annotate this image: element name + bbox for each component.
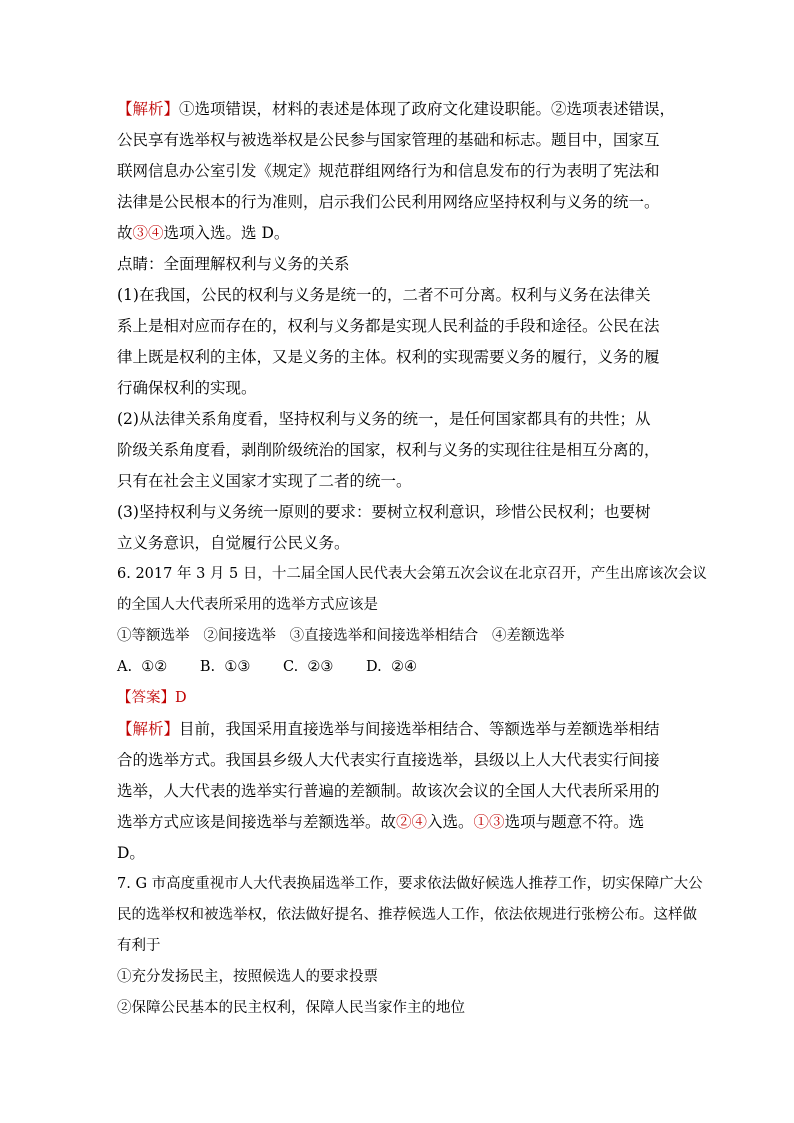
q6-analysis-text-a: 选举方式应该是间接选举与差额选举。故 <box>117 813 397 831</box>
q6-options <box>117 652 687 683</box>
q5-analysis-conclusion: 选项入选。选 D。 <box>163 224 290 242</box>
q6-stem-line-1: 6. 2017 年 3 月 5 日，十二届全国人民代表大会第五次会议在北京召开，产生出席该次会议 <box>117 566 707 582</box>
tip-p3-line: (3)坚持权利与义务统一原则的要求：要树立权利意识，珍惜公民权利；也要树 <box>117 503 651 521</box>
q7-statement-1: ①充分发扬民主，按照候选人的要求投票 <box>117 969 378 985</box>
tip-p2-line: (2)从法律关系角度看，坚持权利与义务的统一，是任何国家都具有的共性；从 <box>117 410 651 428</box>
q6-analysis-line-2: 合的选举方式。我国县乡级人大代表实行直接选举，县级以上人大代表实行间接 <box>117 751 660 769</box>
q5-analysis-line-5 <box>117 218 687 249</box>
q6-analysis-line-1 <box>117 714 687 745</box>
analysis-tag: 【解析】 <box>117 100 180 118</box>
document-body <box>117 94 707 1024</box>
answer-value: D <box>175 690 187 706</box>
q6-analysis-line-3: 选举，人大代表的选举实行普遍的差额制。故该次会议的全国人大代表所采用的 <box>117 782 660 800</box>
answer-tag: 【答案】 <box>117 690 175 706</box>
q6-selected-options: ②④ <box>396 813 428 831</box>
q7-stem-line-3: 有利于 <box>117 938 161 954</box>
q7-statement-2: ②保障公民基本的民主权利，保障人民当家作主的地位 <box>117 1000 465 1016</box>
tip-p3-line: 立义务意识，自觉履行公民义务。 <box>117 534 350 552</box>
q5-analysis-line-1 <box>117 94 687 125</box>
q6-answer <box>117 683 687 714</box>
analysis-tag: 【解析】 <box>117 720 180 738</box>
tip-p2-line: 阶级关系角度看，剥削阶级统治的国家，权利与义务的实现往往是相互分离的， <box>117 441 660 459</box>
q7-stem-line-1: 7. G 市高度重视市人大代表换届选举工作，要求依法做好候选人推荐工作，切实保障广大公 <box>117 876 703 892</box>
q7-stem-line-2: 民的选举权和被选举权，依法做好提名、推荐候选人工作，依法依规进行张榜公布。这样做 <box>117 907 697 923</box>
q5-selected-options: ③④ <box>132 224 164 242</box>
q5-analysis-prefix: 故 <box>117 224 133 242</box>
tip-p1-line: 系上是相对应而存在的，权利与义务都是实现人民利益的手段和途径。公民在法 <box>117 317 660 335</box>
q6-rejected-options: ①③ <box>473 813 505 831</box>
q6-option-b: B. ①③ <box>199 659 251 675</box>
tip-p1-line: 律上既是权利的主体，又是义务的主体。权利的实现需要义务的履行，义务的履 <box>117 348 660 366</box>
q6-option-a: A. ①② <box>117 659 168 675</box>
q6-statements: ①等额选举 ②间接选举 ③直接选举和间接选举相结合 ④差额选举 <box>117 628 565 644</box>
q5-analysis-text: ①选项错误，材料的表述是体现了政府文化建设职能。②选项表述错误， <box>179 100 676 118</box>
q6-analysis-text-b: 入选。 <box>427 813 474 831</box>
q6-analysis-text: 目前，我国采用直接选举与间接选举相结合、等额选举与差额选举相结 <box>179 720 660 738</box>
tip-p1-line: 行确保权利的实现。 <box>117 379 257 397</box>
q6-analysis-line-5: D。 <box>117 844 145 862</box>
tip-p2-line: 只有在社会主义国家才实现了二者的统一。 <box>117 472 412 490</box>
q6-option-d: D. ②④ <box>366 659 417 675</box>
q6-analysis-text-c: 选项与题意不符。选 <box>504 813 645 831</box>
q6-option-c: C. ②③ <box>283 659 334 675</box>
q5-analysis-line-2: 公民享有选举权与被选举权是公民参与国家管理的基础和标志。题目中，国家互 <box>117 131 660 149</box>
q5-analysis-line-3: 联网信息办公室引发《规定》规范群组网络行为和信息发布的行为表明了宪法和 <box>117 162 660 180</box>
tip-p1-line: (1)在我国，公民的权利与义务是统一的，二者不可分离。权利与义务在法律关 <box>117 286 651 304</box>
q6-stem-line-2: 的全国人大代表所采用的选举方式应该是 <box>117 597 378 613</box>
q6-analysis-line-4 <box>117 807 687 838</box>
tip-title: 点睛：全面理解权利与义务的关系 <box>117 255 350 273</box>
q5-analysis-line-4: 法律是公民根本的行为准则，启示我们公民利用网络应坚持权利与义务的统一。 <box>117 193 660 211</box>
